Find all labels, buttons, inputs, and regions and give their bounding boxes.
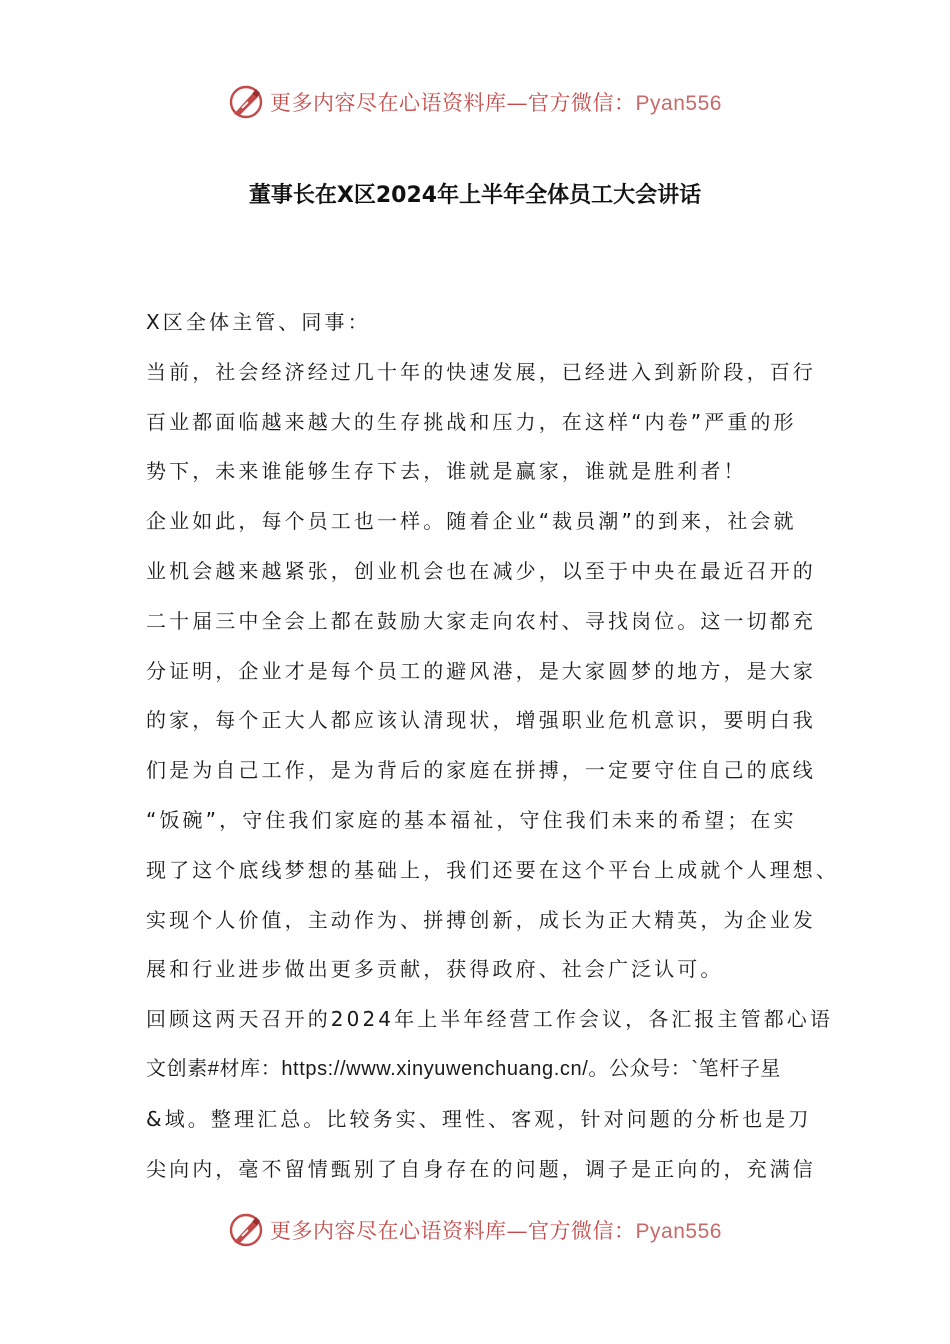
body-line: 的家，每个正大人都应该认清现状，增强职业危机意识，要明白我: [146, 708, 816, 733]
body-line: 现了这个底线梦想的基础上，我们还要在这个平台上成就个人理想、: [146, 857, 839, 882]
body-line: 当前，社会经济经过几十年的快速发展，已经进入到新阶段，百行: [146, 359, 816, 384]
header-watermark-banner: [0, 82, 950, 122]
document-title: 董事长在X区2024年上半年全体员工大会讲话: [248, 183, 702, 208]
body-line-url: 文创素#材库：https://www.xinyuwenchuang.cn/。公众号：`笔杆子星: [146, 1057, 782, 1080]
watermark-text: 更多内容尽在心语资料库—官方微信：Pyan556: [270, 91, 722, 115]
pen-logo-icon: [228, 1212, 264, 1248]
document-body: [146, 298, 839, 1194]
wechat-id: Pyan556: [635, 92, 722, 115]
watermark-text: 更多内容尽在心语资料库—官方微信：Pyan556: [270, 1219, 722, 1243]
pen-logo-icon: [228, 84, 264, 120]
body-line: 二十届三中全会上都在鼓励大家走向农村、寻找岗位。这一切都充: [146, 608, 816, 633]
salutation-line: X区全体主管、同事：: [146, 310, 371, 334]
body-line: &域。整理汇总。比较务实、理性、客观，针对问题的分析也是刀: [146, 1106, 812, 1131]
body-line: 尖向内，毫不留情甄别了自身存在的问题，调子是正向的，充满信: [146, 1156, 816, 1181]
body-line: “饭碗”，守住我们家庭的基本福祉，守住我们未来的希望；在实: [146, 807, 797, 832]
body-line: 实现个人价值，主动作为、拼搏创新，成长为正大精英，为企业发: [146, 907, 816, 932]
body-line: 分证明，企业才是每个员工的避风港，是大家圆梦的地方，是大家: [146, 658, 816, 683]
body-line: 回顾这两天召开的2024年上半年经营工作会议，各汇报主管都心语: [146, 1007, 833, 1032]
body-line: 们是为自己工作，是为背后的家庭在拼搏，一定要守住自己的底线: [146, 758, 816, 783]
body-line: 业机会越来越紧张，创业机会也在减少，以至于中央在最近召开的: [146, 558, 816, 583]
wechat-id: Pyan556: [635, 1220, 722, 1243]
body-line: 展和行业进步做出更多贡献，获得政府、社会广泛认可。: [146, 957, 724, 982]
body-line: 势下，未来谁能够生存下去，谁就是赢家，谁就是胜利者！: [146, 459, 747, 484]
body-line: 企业如此，每个员工也一样。随着企业“裁员潮”的到来，社会就: [146, 509, 797, 534]
footer-watermark-banner: [0, 1210, 950, 1250]
body-line: 百业都面临越来越大的生存挑战和压力，在这样“内卷”严重的形: [146, 409, 797, 434]
